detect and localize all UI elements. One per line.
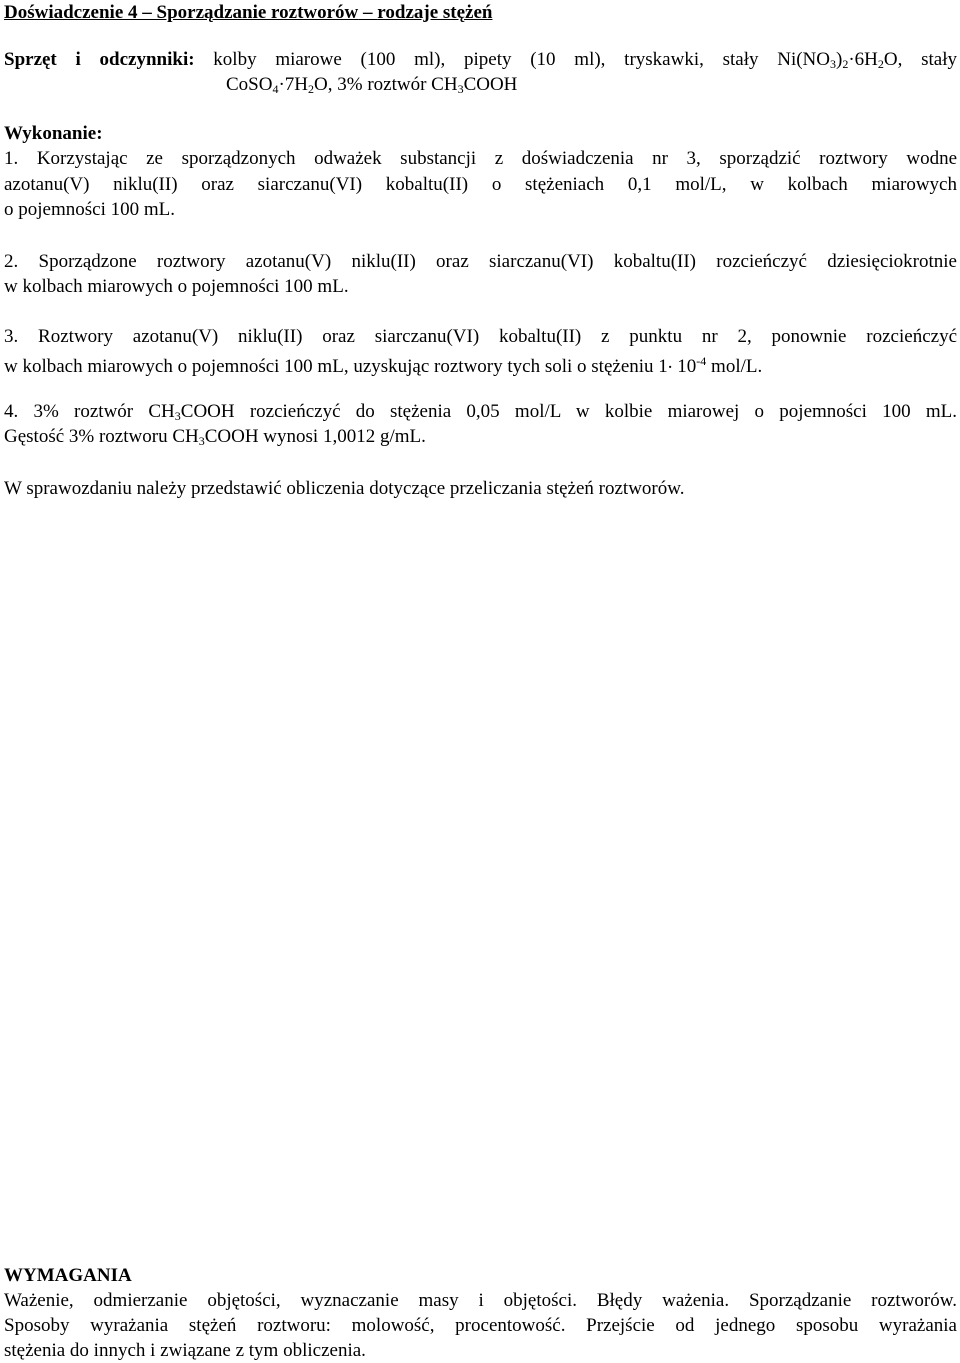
step-2-line-2: w kolbach miarowych o pojemności 100 mL.	[4, 276, 349, 297]
equipment-line-1	[4, 47, 957, 72]
report-note: W sprawozdaniu należy przedstawić obliczenia dotyczące przeliczania stężeń roztworów.	[4, 478, 685, 499]
requirements-line-1: Ważenie, odmierzanie objętości, wyznaczanie masy i objętości. Błędy ważenia. Sporządzanie roztworów.	[4, 1290, 957, 1311]
step-1-line-1: 1. Korzystając ze sporządzonych odważek substancji z doświadczenia nr 3, sporządzić roztwory wodne	[4, 148, 957, 169]
step-4-line-2: Gęstość 3% roztworu $CH_3COOH$ wynosi 1,0012 g/mL.	[4, 426, 426, 448]
title-part2: Sporządzanie roztworów	[156, 2, 359, 23]
step-1-line-2: azotanu(V) niklu(II) oraz siarczanu(VI) kobaltu(II) o stężeniach 0,1 mol/L, w kolbach miarowych	[4, 174, 957, 195]
requirements-line-2: Sposoby wyrażania stężeń roztworu: molowość, procentowość. Przejście od jednego sposobu wyrażania	[4, 1315, 957, 1336]
page-title	[4, 0, 957, 25]
equipment-label: Sprzęt i odczynniki:	[4, 49, 195, 70]
step-3-line-1: 3. Roztwory azotanu(V) niklu(II) oraz siarczanu(VI) kobaltu(II) z punktu nr 2, ponownie rozcieńczyć	[4, 326, 957, 347]
requirements-line-3: stężenia do innych i związane z tym obliczenia.	[4, 1340, 366, 1361]
step-3-line-2: w kolbach miarowych o pojemności 100 mL, uzyskując roztwory tych soli o stężeniu 1. $10^{-4}$ mol/L.	[4, 352, 763, 377]
title-sep2: –	[358, 2, 378, 23]
equipment-text-2: $CoSO_4\cdot 7H_2O$, 3% roztwór $CH_3COOH$	[226, 74, 518, 96]
step-1-line-3: o pojemności 100 mL.	[4, 199, 175, 220]
title-part1: Doświadczenie 4	[4, 2, 138, 23]
step-4-line-1: 4. 3% roztwór $CH_3COOH$ rozcieńczyć do stężenia 0,05 mol/L w kolbie miarowej o pojemności 100 mL.	[4, 401, 957, 423]
equipment-line-2	[4, 72, 957, 97]
step-2-line-1: 2. Sporządzone roztwory azotanu(V) niklu(II) oraz siarczanu(VI) kobaltu(II) rozcieńczyć dziesięciokrotnie	[4, 251, 957, 272]
title-sep: –	[137, 2, 157, 23]
title-part3: rodzaje stężeń	[377, 2, 493, 23]
requirements-heading: WYMAGANIA	[4, 1265, 132, 1286]
procedure-heading: Wykonanie:	[4, 123, 103, 144]
equipment-text-1: kolby miarowe (100 ml), pipety (10 ml), tryskawki, stały $Ni(NO_3)_2\cdot 6H_2O$, stały	[213, 49, 957, 71]
